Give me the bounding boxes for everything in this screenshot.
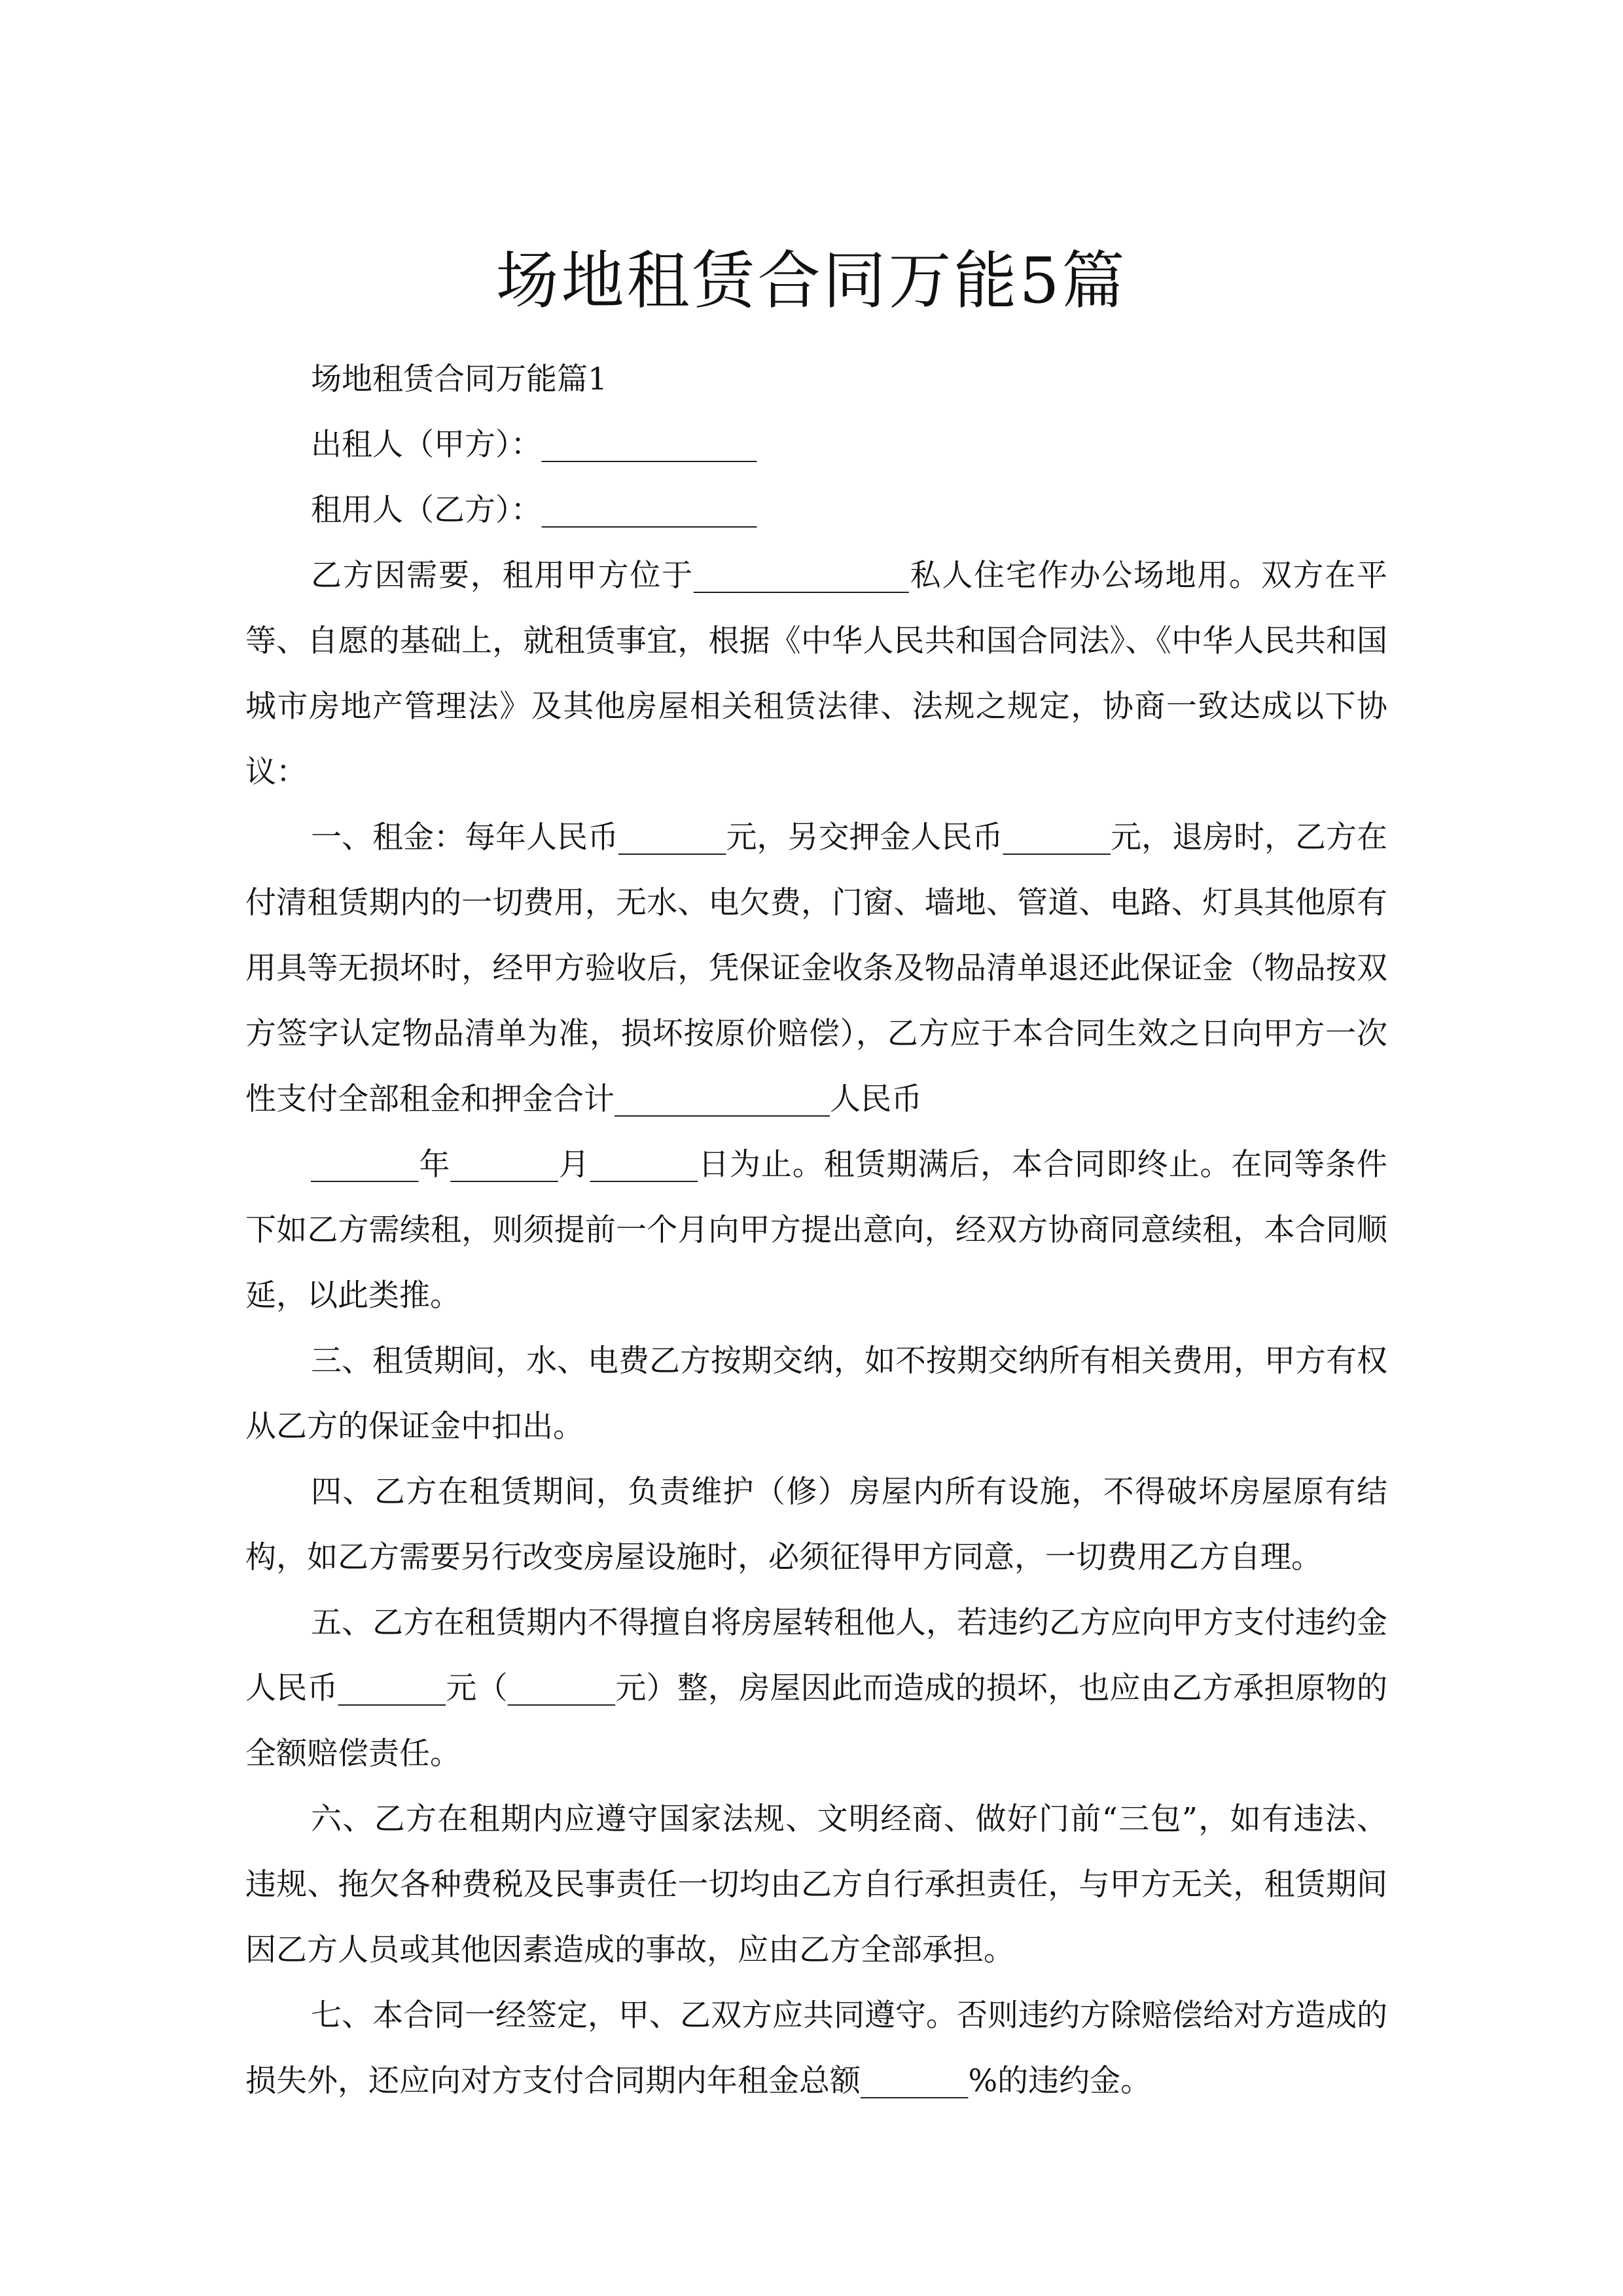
clause-compliance: 六、乙方在租期内应遵守国家法规、文明经商、做好门前“三包”，如有违法、违规、拖欠各种费税及民事责任一切均由乙方自行承担责任，与甲方无关，租赁期间因乙方人员或其他因素造成的事故，应由乙方全部承担。 bbox=[245, 1801, 1387, 1968]
clause-sublease: 五、乙方在租赁期内不得擅自将房屋转租他人，若违约乙方应向甲方支付违约金人民币_______元（_______元）整，房屋因此而造成的损坏，也应由乙方承担原物的全额赔偿责任。 bbox=[245, 1605, 1387, 1772]
clause-breach: 七、本合同一经签定，甲、乙双方应共同遵守。否则违约方除赔偿给对方造成的损失外，还应向对方支付合同期内年租金总额_______%的违约金。 bbox=[245, 1998, 1387, 2099]
preamble-paragraph: 乙方因需要，租用甲方位于______________私人住宅作办公场地用。双方在平等、自愿的基础上，就租赁事宜，根据《中华人民共和国合同法》、《中华人民共和国城市房地产管理法》及其他房屋相关租赁法律、法规之规定，协商一致达成以下协议： bbox=[245, 558, 1387, 790]
document-body bbox=[245, 347, 1387, 2114]
clause-utilities: 三、租赁期间，水、电费乙方按期交纳，如不按期交纳所有相关费用，甲方有权从乙方的保证金中扣出。 bbox=[245, 1343, 1387, 1444]
section-heading: 场地租赁合同万能篇1 bbox=[311, 361, 607, 397]
lessor-line: 出租人（甲方）：______________ bbox=[311, 427, 757, 463]
lessee-line: 租用人（乙方）：______________ bbox=[311, 492, 757, 528]
clause-rent: 一、租金：每年人民币_______元，另交押金人民币_______元，退房时，乙方在付清租赁期内的一切费用，无水、电欠费，门窗、墙地、管道、电路、灯具其他原有用具等无损坏时，经甲方验收后，凭保证金收条及物品清单退还此保证金（物品按双方签字认定物品清单为准，损坏按原价赔偿），乙方应于本合同生效之日向甲方一次性支付全部租金和押金合计______________人民币 bbox=[245, 819, 1387, 1117]
clause-term: _______年_______月_______日为止。租赁期满后，本合同即终止。在同等条件下如乙方需续租，则须提前一个月向甲方提出意向，经双方协商同意续租，本合同顺延，以此类推。 bbox=[245, 1147, 1387, 1314]
clause-maintenance: 四、乙方在租赁期间，负责维护（修）房屋内所有设施，不得破坏房屋原有结构，如乙方需要另行改变房屋设施时，必须征得甲方同意，一切费用乙方自理。 bbox=[245, 1474, 1387, 1575]
document-title: 场地租赁合同万能5篇 bbox=[495, 244, 1128, 318]
